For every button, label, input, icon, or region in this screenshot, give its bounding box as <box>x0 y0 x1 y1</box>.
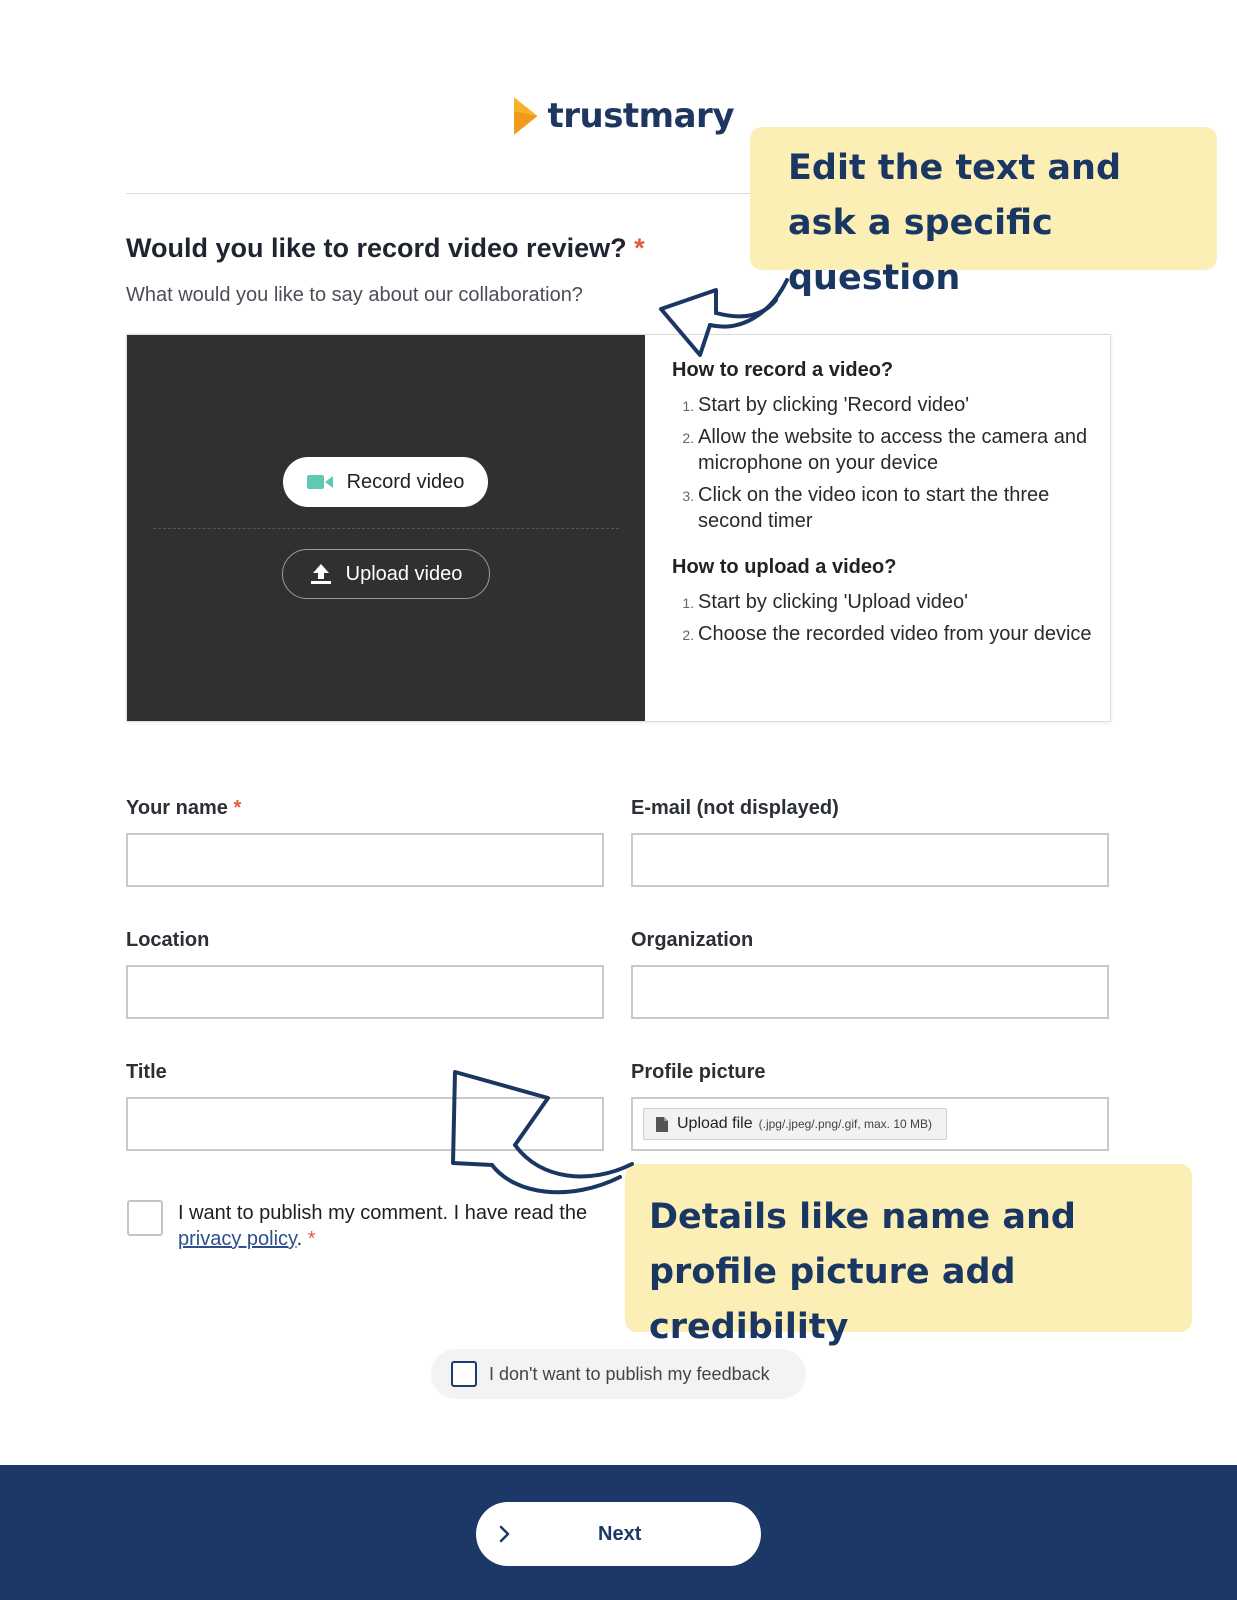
next-label: Next <box>598 1522 642 1545</box>
video-panel <box>126 334 1111 722</box>
location-label: Location <box>126 929 210 951</box>
file-icon <box>656 1117 668 1132</box>
name-label <box>126 797 241 820</box>
upload-help-steps <box>672 589 1092 647</box>
callout-details: Details like name and profile picture add credibility <box>625 1164 1192 1332</box>
brand-name: trustmary <box>547 96 734 136</box>
no-publish-option[interactable] <box>431 1349 806 1399</box>
question-subtitle: What would you like to say about our collaboration? <box>126 284 583 306</box>
title-label: Title <box>126 1061 167 1083</box>
location-input[interactable] <box>126 965 604 1019</box>
list-item: 2. Allow the website to access the camera and microphone on your device <box>698 424 1092 476</box>
record-video-button[interactable] <box>283 457 488 507</box>
upload-file-label: Upload file <box>677 1115 753 1132</box>
record-help-steps <box>672 392 1092 534</box>
publish-consent-checkbox[interactable] <box>127 1200 163 1236</box>
video-preview-area <box>127 335 645 721</box>
organization-input[interactable] <box>631 965 1109 1019</box>
upload-file-hint: (.jpg/.jpeg/.png/.gif, max. 10 MB) <box>758 1117 933 1131</box>
logo-mark-icon <box>514 92 537 140</box>
video-instructions <box>672 359 1092 669</box>
list-item: 3. Click on the video icon to start the three second timer <box>698 482 1092 534</box>
no-publish-label: I don't want to publish my feedback <box>489 1363 770 1384</box>
name-input[interactable] <box>126 833 604 887</box>
upload-icon <box>310 563 332 585</box>
profile-picture-label: Profile picture <box>631 1061 766 1083</box>
callout-edit-text: Edit the text and ask a specific question <box>750 127 1217 270</box>
upload-video-button[interactable] <box>282 549 490 599</box>
title-input[interactable] <box>126 1097 604 1151</box>
next-button[interactable] <box>476 1502 761 1566</box>
record-video-label: Record video <box>346 470 465 493</box>
privacy-policy-link[interactable]: privacy policy <box>178 1228 297 1250</box>
list-item: 2. Choose the recorded video from your device <box>698 621 1092 647</box>
email-label: E-mail (not displayed) <box>631 797 839 819</box>
video-camera-icon <box>307 474 333 490</box>
upload-video-label: Upload video <box>345 562 463 585</box>
required-mark: * <box>634 233 645 263</box>
email-input[interactable] <box>631 833 1109 887</box>
upload-file-button[interactable] <box>643 1108 947 1140</box>
name-label-text: Your name <box>126 797 228 819</box>
question-title-text: Would you like to record video review? <box>126 233 627 263</box>
required-mark: * <box>307 1228 316 1250</box>
publish-consent-text <box>178 1200 598 1252</box>
upload-help-heading: How to upload a video? <box>672 556 897 578</box>
brand-logo <box>514 92 734 140</box>
record-help-heading: How to record a video? <box>672 359 894 381</box>
list-item: 1. Start by clicking 'Record video' <box>698 392 1092 418</box>
required-mark: * <box>233 797 242 819</box>
question-title <box>126 233 645 264</box>
no-publish-checkbox[interactable] <box>451 1361 477 1387</box>
consent-text-before: I want to publish my comment. I have read the <box>178 1202 588 1224</box>
list-item: 1. Start by clicking 'Upload video' <box>698 589 1092 615</box>
video-separator <box>153 528 619 529</box>
chevron-right-icon <box>498 1525 512 1543</box>
profile-picture-field <box>631 1097 1109 1151</box>
organization-label: Organization <box>631 929 754 951</box>
consent-text-after: . <box>296 1228 303 1250</box>
